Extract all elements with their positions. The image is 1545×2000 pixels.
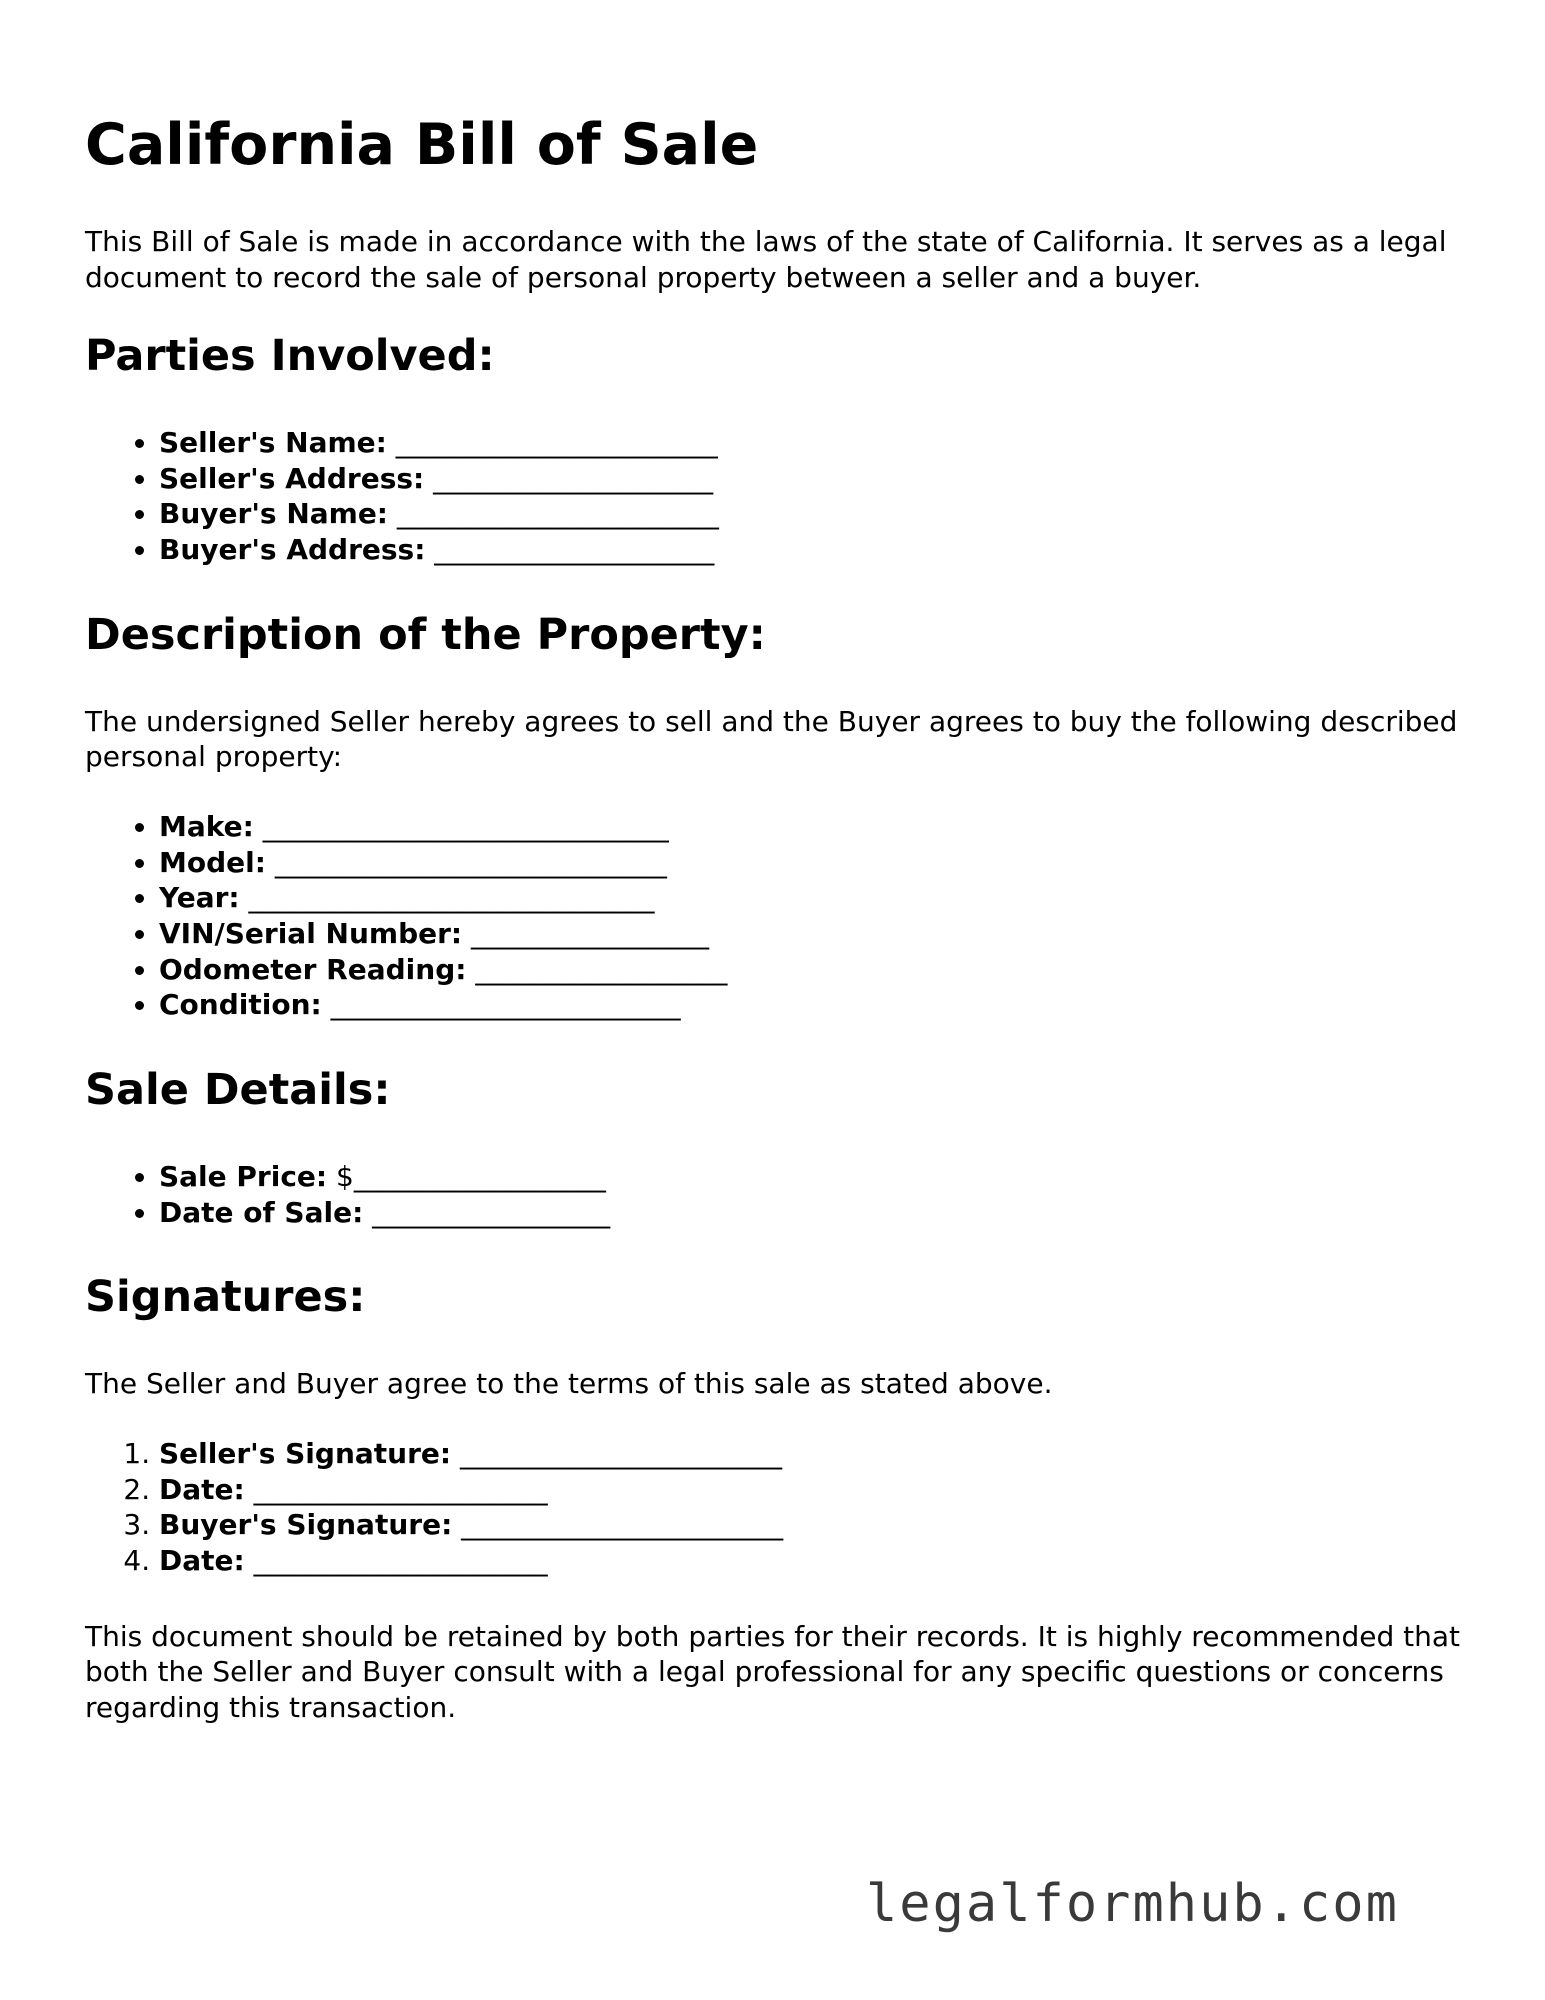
field-label: Seller's Name: (159, 426, 387, 459)
parties-list (85, 425, 1465, 568)
field-blank: ____________________________ (265, 845, 667, 879)
field-blank: _____________________________ (253, 809, 669, 843)
model-item (159, 845, 1465, 881)
watermark-logo: legalformhub.com (866, 1874, 1399, 1934)
year-item (159, 880, 1465, 916)
field-label: Model: (159, 845, 266, 879)
field-blank: _________________ (363, 1195, 611, 1229)
buyer-signature-item (159, 1507, 1465, 1543)
closing-paragraph: This document should be retained by both parties for their records. It is highly recommended that both the Seller and Buyer consult with a legal professional for any specific questions or concerns regarding this transaction. (85, 1619, 1461, 1724)
field-label: Date: (159, 1544, 245, 1578)
field-blank: $__________________ (327, 1160, 606, 1194)
condition-item (159, 987, 1465, 1023)
field-label: VIN/Serial Number: (159, 916, 463, 950)
field-label: Seller's Signature: (159, 1436, 452, 1470)
document-title: California Bill of Sale (85, 112, 759, 178)
signatures-list (85, 1436, 1465, 1579)
vin-item (159, 916, 1465, 952)
field-label: Year: (159, 881, 240, 915)
field-blank: _____________________________ (239, 881, 655, 915)
field-label: Condition: (159, 988, 322, 1022)
property-list (85, 809, 1465, 1023)
signatures-paragraph: The Seller and Buyer agree to the terms of this sale as stated above. (85, 1367, 1053, 1401)
field-label: Buyer's Address: (159, 533, 426, 567)
field-label: Sale Price: (159, 1160, 328, 1194)
field-blank: _______________________ (451, 1436, 782, 1470)
field-blank: __________________ (466, 952, 728, 986)
field-blank: _________________________ (321, 988, 681, 1022)
make-item (159, 809, 1465, 845)
field-label: Buyer's Signature: (159, 1508, 453, 1542)
property-paragraph: The undersigned Seller hereby agrees to sell and the Buyer agrees to buy the following described personal property: (85, 704, 1458, 774)
field-blank: _____________________ (244, 1544, 548, 1578)
sale-heading: Sale Details: (85, 1065, 391, 1116)
field-blank: _____________________ (244, 1472, 548, 1506)
field-blank: _______________________ (452, 1508, 784, 1542)
field-blank: _________________ (462, 916, 710, 950)
intro-paragraph: This Bill of Sale is made in accordance with the laws of the state of California. It serves as a legal document to record the sale of personal property between a seller and a buyer. (85, 225, 1447, 294)
field-label: Odometer Reading: (159, 952, 467, 986)
field-label: Date of Sale: (159, 1195, 364, 1229)
field-label: Buyer's Name: (159, 497, 389, 531)
document-page (85, 100, 1465, 1759)
field-label: Date: (159, 1472, 245, 1506)
field-blank: _______________________ (386, 426, 718, 459)
field-label: Make: (159, 809, 254, 843)
field-blank: ____________________ (424, 461, 714, 495)
field-label: Seller's Address: (159, 461, 425, 495)
buyer-date-item (159, 1543, 1465, 1579)
property-heading: Description of the Property: (85, 609, 766, 660)
seller-name-item (159, 425, 1465, 461)
parties-heading: Parties Involved: (85, 331, 495, 381)
field-blank: ____________________ (425, 533, 715, 567)
signatures-heading: Signatures: (85, 1272, 366, 1323)
seller-date-item (159, 1472, 1465, 1508)
seller-address-item (159, 461, 1465, 497)
odometer-item (159, 952, 1465, 988)
sale-date-item (159, 1195, 1465, 1231)
field-blank: _______________________ (388, 497, 719, 531)
buyer-name-item (159, 496, 1465, 532)
sale-list (85, 1159, 1465, 1230)
buyer-address-item (159, 532, 1465, 568)
sale-price-item (159, 1159, 1465, 1195)
seller-signature-item (159, 1436, 1465, 1472)
